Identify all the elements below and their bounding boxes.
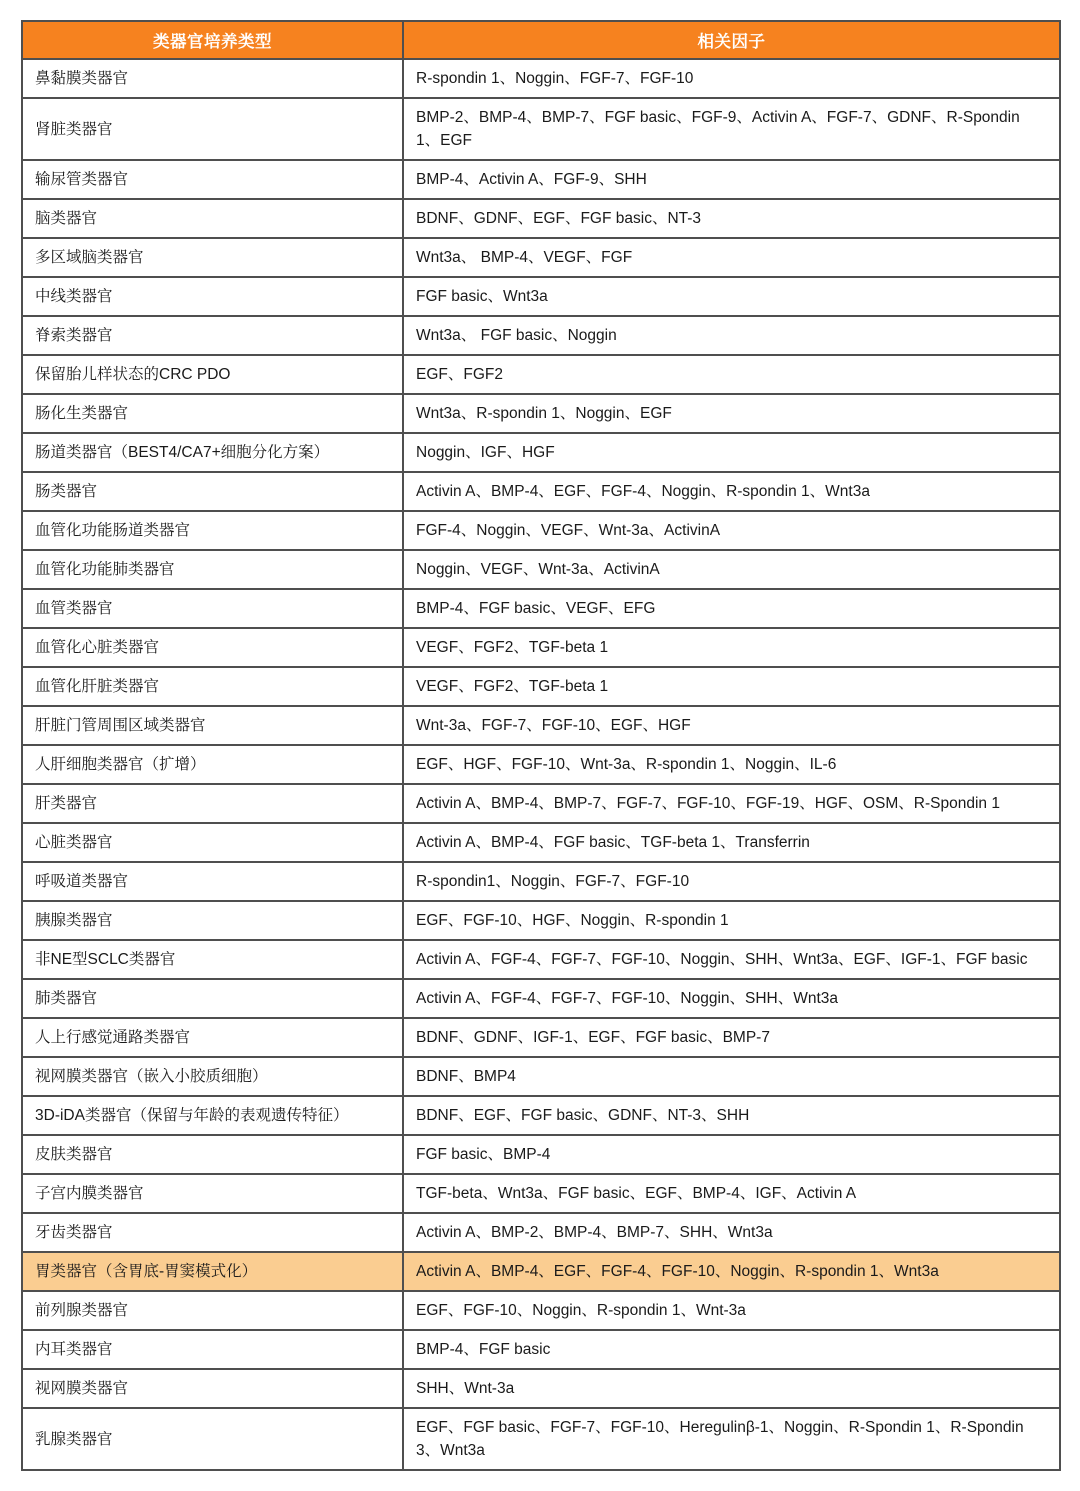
organoid-type-cell: 心脏类器官 bbox=[22, 823, 403, 862]
table-row bbox=[22, 1018, 1060, 1057]
table-row bbox=[22, 98, 1060, 160]
table-row bbox=[22, 1369, 1060, 1408]
organoid-type-cell: 胃类器官（含胃底-胃窦模式化） bbox=[22, 1252, 403, 1291]
organoid-type-cell: 牙齿类器官 bbox=[22, 1213, 403, 1252]
related-factors-cell: Activin A、BMP-4、FGF basic、TGF-beta 1、Transferrin bbox=[403, 823, 1060, 862]
organoid-type-cell: 人肝细胞类器官（扩增） bbox=[22, 745, 403, 784]
related-factors-cell: Noggin、IGF、HGF bbox=[403, 433, 1060, 472]
organoid-type-cell: 保留胎儿样状态的CRC PDO bbox=[22, 355, 403, 394]
table-row bbox=[22, 589, 1060, 628]
related-factors-cell: Activin A、FGF-4、FGF-7、FGF-10、Noggin、SHH、Wnt3a、EGF、IGF-1、FGF basic bbox=[403, 940, 1060, 979]
organoid-type-cell: 输尿管类器官 bbox=[22, 160, 403, 199]
related-factors-cell: R-spondin1、Noggin、FGF-7、FGF-10 bbox=[403, 862, 1060, 901]
related-factors-cell: Wnt3a、 FGF basic、Noggin bbox=[403, 316, 1060, 355]
table-row bbox=[22, 628, 1060, 667]
table-row bbox=[22, 979, 1060, 1018]
related-factors-cell: FGF basic、Wnt3a bbox=[403, 277, 1060, 316]
related-factors-cell: BMP-2、BMP-4、BMP-7、FGF basic、FGF-9、Activin A、FGF-7、GDNF、R-Spondin 1、EGF bbox=[403, 98, 1060, 160]
related-factors-cell: VEGF、FGF2、TGF-beta 1 bbox=[403, 628, 1060, 667]
table-row bbox=[22, 1057, 1060, 1096]
related-factors-cell: Noggin、VEGF、Wnt-3a、ActivinA bbox=[403, 550, 1060, 589]
organoid-type-cell: 非NE型SCLC类器官 bbox=[22, 940, 403, 979]
table-row bbox=[22, 1330, 1060, 1369]
organoid-type-cell: 脊索类器官 bbox=[22, 316, 403, 355]
related-factors-cell: BMP-4、FGF basic、VEGF、EFG bbox=[403, 589, 1060, 628]
organoid-type-cell: 肠道类器官（BEST4/CA7+细胞分化方案） bbox=[22, 433, 403, 472]
table-row bbox=[22, 784, 1060, 823]
table-row bbox=[22, 901, 1060, 940]
organoid-type-cell: 肺类器官 bbox=[22, 979, 403, 1018]
related-factors-cell: Activin A、FGF-4、FGF-7、FGF-10、Noggin、SHH、Wnt3a bbox=[403, 979, 1060, 1018]
related-factors-cell: BDNF、BMP4 bbox=[403, 1057, 1060, 1096]
table-row bbox=[22, 355, 1060, 394]
related-factors-cell: EGF、HGF、FGF-10、Wnt-3a、R-spondin 1、Noggin、IL-6 bbox=[403, 745, 1060, 784]
organoid-type-cell: 胰腺类器官 bbox=[22, 901, 403, 940]
organoid-type-cell: 呼吸道类器官 bbox=[22, 862, 403, 901]
related-factors-cell: Activin A、BMP-4、EGF、FGF-4、Noggin、R-spondin 1、Wnt3a bbox=[403, 472, 1060, 511]
table-row bbox=[22, 1135, 1060, 1174]
related-factors-cell: BMP-4、Activin A、FGF-9、SHH bbox=[403, 160, 1060, 199]
table-row bbox=[22, 550, 1060, 589]
organoid-type-cell: 视网膜类器官（嵌入小胶质细胞） bbox=[22, 1057, 403, 1096]
organoid-type-cell: 血管类器官 bbox=[22, 589, 403, 628]
organoid-type-cell: 3D-iDA类器官（保留与年龄的表观遗传特征） bbox=[22, 1096, 403, 1135]
organoid-type-cell: 前列腺类器官 bbox=[22, 1291, 403, 1330]
related-factors-cell: R-spondin 1、Noggin、FGF-7、FGF-10 bbox=[403, 59, 1060, 98]
table-row bbox=[22, 472, 1060, 511]
organoid-factors-table bbox=[21, 20, 1061, 1471]
table-row bbox=[22, 394, 1060, 433]
table-row bbox=[22, 1096, 1060, 1135]
related-factors-cell: VEGF、FGF2、TGF-beta 1 bbox=[403, 667, 1060, 706]
organoid-type-cell: 肝类器官 bbox=[22, 784, 403, 823]
organoid-type-cell: 血管化心脏类器官 bbox=[22, 628, 403, 667]
related-factors-cell: EGF、FGF basic、FGF-7、FGF-10、Heregulinβ-1、Noggin、R-Spondin 1、R-Spondin 3、Wnt3a bbox=[403, 1408, 1060, 1470]
related-factors-cell: Wnt3a、 BMP-4、VEGF、FGF bbox=[403, 238, 1060, 277]
table-row bbox=[22, 1174, 1060, 1213]
related-factors-cell: BDNF、GDNF、IGF-1、EGF、FGF basic、BMP-7 bbox=[403, 1018, 1060, 1057]
column-header-related-factors: 相关因子 bbox=[403, 21, 1060, 59]
related-factors-cell: TGF-beta、Wnt3a、FGF basic、EGF、BMP-4、IGF、Activin A bbox=[403, 1174, 1060, 1213]
organoid-type-cell: 多区域脑类器官 bbox=[22, 238, 403, 277]
organoid-type-cell: 脑类器官 bbox=[22, 199, 403, 238]
organoid-type-cell: 血管化功能肺类器官 bbox=[22, 550, 403, 589]
organoid-type-cell: 人上行感觉通路类器官 bbox=[22, 1018, 403, 1057]
related-factors-cell: Wnt3a、R-spondin 1、Noggin、EGF bbox=[403, 394, 1060, 433]
table-row bbox=[22, 199, 1060, 238]
table-row bbox=[22, 316, 1060, 355]
related-factors-cell: FGF basic、BMP-4 bbox=[403, 1135, 1060, 1174]
table-row bbox=[22, 667, 1060, 706]
related-factors-cell: EGF、FGF2 bbox=[403, 355, 1060, 394]
organoid-type-cell: 子宫内膜类器官 bbox=[22, 1174, 403, 1213]
column-header-organoid-type: 类器官培养类型 bbox=[22, 21, 403, 59]
header-row bbox=[22, 21, 1060, 59]
organoid-type-cell: 鼻黏膜类器官 bbox=[22, 59, 403, 98]
organoid-type-cell: 血管化肝脏类器官 bbox=[22, 667, 403, 706]
organoid-type-cell: 视网膜类器官 bbox=[22, 1369, 403, 1408]
organoid-type-cell: 肠类器官 bbox=[22, 472, 403, 511]
table-row bbox=[22, 433, 1060, 472]
organoid-type-cell: 乳腺类器官 bbox=[22, 1408, 403, 1470]
table-row bbox=[22, 1252, 1060, 1291]
related-factors-cell: FGF-4、Noggin、VEGF、Wnt-3a、ActivinA bbox=[403, 511, 1060, 550]
table-row bbox=[22, 745, 1060, 784]
related-factors-cell: BDNF、GDNF、EGF、FGF basic、NT-3 bbox=[403, 199, 1060, 238]
organoid-type-cell: 肝脏门管周围区域类器官 bbox=[22, 706, 403, 745]
organoid-type-cell: 肠化生类器官 bbox=[22, 394, 403, 433]
table-row bbox=[22, 940, 1060, 979]
table-row bbox=[22, 511, 1060, 550]
table-row bbox=[22, 1408, 1060, 1470]
table-row bbox=[22, 238, 1060, 277]
related-factors-cell: Activin A、BMP-4、BMP-7、FGF-7、FGF-10、FGF-19、HGF、OSM、R-Spondin 1 bbox=[403, 784, 1060, 823]
related-factors-cell: Wnt-3a、FGF-7、FGF-10、EGF、HGF bbox=[403, 706, 1060, 745]
related-factors-cell: BDNF、EGF、FGF basic、GDNF、NT-3、SHH bbox=[403, 1096, 1060, 1135]
related-factors-cell: SHH、Wnt-3a bbox=[403, 1369, 1060, 1408]
table-row bbox=[22, 1291, 1060, 1330]
table-row bbox=[22, 1213, 1060, 1252]
related-factors-cell: Activin A、BMP-2、BMP-4、BMP-7、SHH、Wnt3a bbox=[403, 1213, 1060, 1252]
table-row bbox=[22, 160, 1060, 199]
organoid-type-cell: 血管化功能肠道类器官 bbox=[22, 511, 403, 550]
organoid-type-cell: 皮肤类器官 bbox=[22, 1135, 403, 1174]
related-factors-cell: EGF、FGF-10、Noggin、R-spondin 1、Wnt-3a bbox=[403, 1291, 1060, 1330]
table-header bbox=[22, 21, 1060, 59]
related-factors-cell: EGF、FGF-10、HGF、Noggin、R-spondin 1 bbox=[403, 901, 1060, 940]
table-row bbox=[22, 277, 1060, 316]
table-row bbox=[22, 59, 1060, 98]
organoid-type-cell: 肾脏类器官 bbox=[22, 98, 403, 160]
organoid-type-cell: 内耳类器官 bbox=[22, 1330, 403, 1369]
table-row bbox=[22, 706, 1060, 745]
table-body bbox=[22, 59, 1060, 1470]
table-row bbox=[22, 862, 1060, 901]
related-factors-cell: BMP-4、FGF basic bbox=[403, 1330, 1060, 1369]
related-factors-cell: Activin A、BMP-4、EGF、FGF-4、FGF-10、Noggin、R-spondin 1、Wnt3a bbox=[403, 1252, 1060, 1291]
table-row bbox=[22, 823, 1060, 862]
organoid-type-cell: 中线类器官 bbox=[22, 277, 403, 316]
